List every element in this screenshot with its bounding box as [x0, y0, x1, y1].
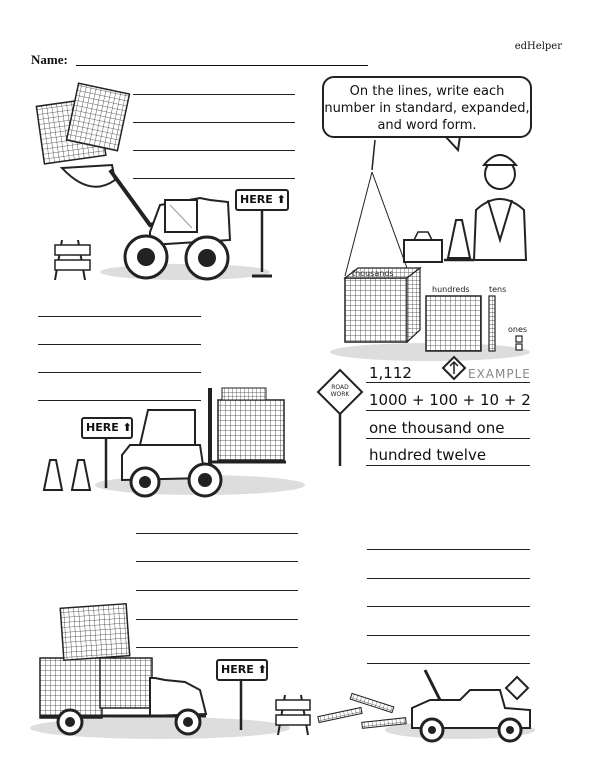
up-arrow-icon: ⬆: [122, 421, 132, 434]
name-label: Name:: [31, 52, 68, 67]
bulldozer-illustration: [36, 83, 230, 280]
example-standard-form: 1,112: [369, 364, 412, 382]
road-work-label: ROAD WORK: [330, 384, 350, 398]
arrow-diamond-bottom-icon: [506, 677, 528, 699]
ones-label: ones: [508, 325, 528, 334]
traffic-cones-middle: [44, 460, 90, 490]
here-sign-label: HERE ⬆: [240, 193, 286, 206]
ground-shadow: [100, 264, 270, 280]
ones-units: [516, 336, 522, 350]
hundreds-label: hundreds: [432, 285, 470, 294]
speech-bubble-tail: [445, 136, 460, 150]
example-word-form-1: one thousand one: [369, 419, 505, 437]
tens-label: tens: [489, 285, 507, 294]
up-arrow-icon: ⬆: [276, 193, 286, 206]
instruction-line-1: On the lines, write each: [349, 84, 505, 99]
example-label: EXAMPLE: [468, 367, 531, 381]
traffic-cone-top: [444, 220, 474, 260]
thousands-label: thousands: [352, 269, 394, 278]
instruction-line-3: and word form.: [377, 118, 477, 133]
toolbox: [404, 232, 442, 262]
instruction-bubble: [322, 76, 532, 138]
construction-worker: [474, 155, 526, 260]
here-sign-label: HERE ⬆: [221, 663, 267, 676]
hundreds-flat: [426, 296, 481, 351]
scattered-rods: [318, 693, 406, 728]
example-expanded-form: 1000 + 100 + 10 + 2: [369, 391, 531, 409]
up-arrow-icon: ⬆: [257, 663, 267, 676]
brand-text: edHelper: [514, 41, 562, 52]
truck-illustration: [40, 604, 206, 734]
instruction-line-2: number in standard, expanded,: [324, 101, 530, 116]
tens-rod: [489, 296, 495, 351]
example-word-form-2: hundred twelve: [369, 446, 487, 464]
here-sign-label: HERE ⬆: [86, 421, 132, 434]
